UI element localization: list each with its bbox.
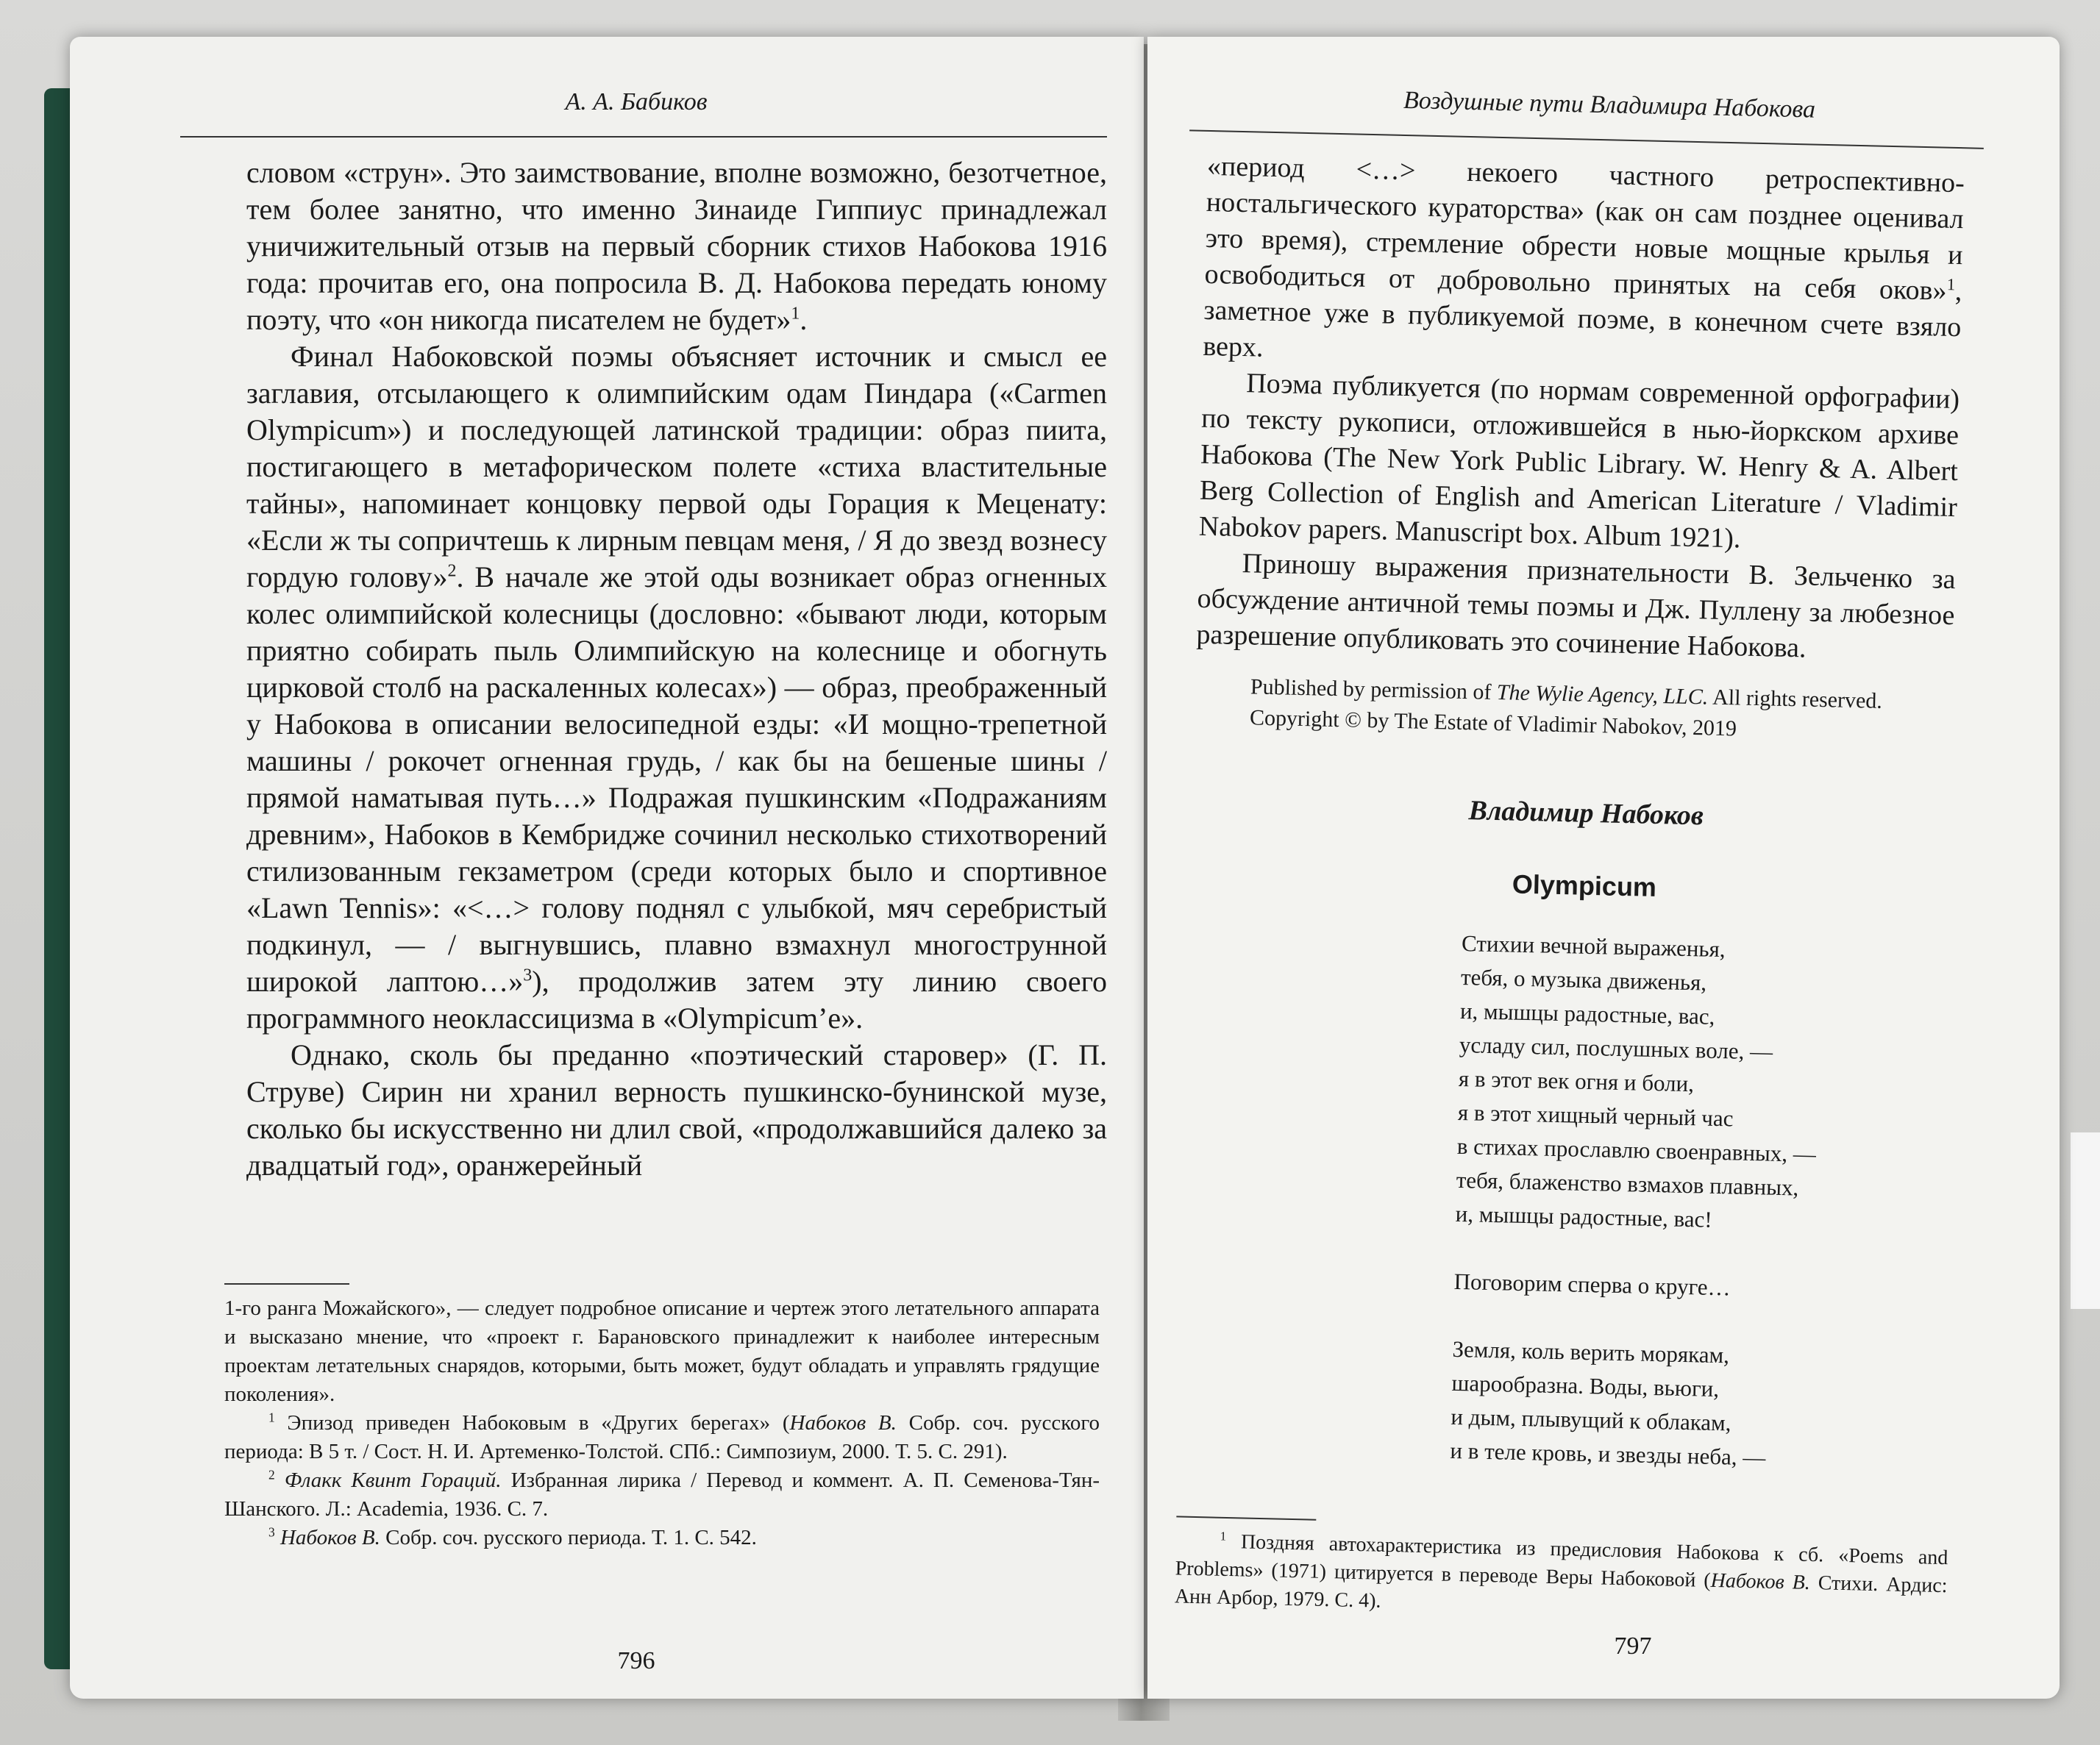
stanza-2: Поговорим сперва о круге… — [1453, 1268, 1731, 1301]
stanza-3: Земля, коль верить морякам, шарообразна. Воды, вьюги, и дым, плывущий к облакам, и в теле кровь, и звезды неба, — — [1450, 1335, 1766, 1471]
stanza-1: Стихии вечной выраженья, тебя, о музыка движенья, и, мышцы радостные, вас, усладу сил, послушных воле, — я в этот век огня и боли, я в этот хищный черный час в стихах прославлю своенравных, — тебя, блаженство взмахов плавных, и, мышцы радостные, вас! — [1455, 930, 1817, 1232]
right-page-content — [1147, 37, 2060, 1699]
footnote-ref-right-1: 1 — [1946, 275, 1956, 294]
left-running-head: А. А. Бабиков — [565, 88, 708, 115]
left-paragraph-3: Однако, сколь бы преданно «поэтический старовер» (Г. П. Струве) Сирин ни хранил верность пушкинско-бунинской музе, сколько бы искусственно ни длил свой, «продолжавшийся далеко за двадцатый год», оранжерейный — [246, 1038, 1107, 1182]
footnote-3: $^3$ Набоков В. Собр. соч. русского периода. Т. 1. С. 542. — [268, 1524, 757, 1549]
permission-notice: Published by permission of The Wylie Agency, LLC. All rights reserved. Copyright © by The Estate of Vladimir Nabokov, 2019 — [1250, 671, 1913, 748]
poem-text — [1450, 927, 1992, 1480]
left-page — [70, 37, 1144, 1699]
left-footnotes — [224, 1294, 1100, 1552]
left-paragraph-2: Финал Набоковской поэмы объясняет источник и смысл ее заглавия, отсылающего к олимпийским одам Пиндара («Carmen Olympicum») и последующей латинской традиции: образ пиита, постигающего в метафорическом полете «стиха властительные тайны», напоминает концовку первой оды Горация к Меценату: «Если ж ты сопричтешь к лирным певцам меня, / Я до звезд вознесу гордую голову»$^2$. В начале же этой оды возникает образ огненных колес олимпийской колесницы (дословно: «бывают люди, которым приятно собирать пыль Олимпийскую на колеснице и обогнуть цирковой столб на раскаленных колесах») — образ, преображенный у Набокова в описании велосипедной езды: «И мощно-трепетной машины / рокочет огненная грудь, / как бы на бешеные шины / прямой наматывая путь…» Подражая пушкинским «Подражаниям древним», Набоков в Кембридже сочинил несколько стихотворений стилизованным гекзаметром (среди которых было и спортивное «Lawn Tennis»: «<…> голову поднял с улыбкой, мяч серебристый подкинул, — / выгнувшись, плавно взмахнул многострунной широкой лаптою…»$^3$), продолжив затем эту линию своего программного неоклассицизма в «Olympicum’е». — [246, 340, 1108, 1035]
left-header-rule — [180, 136, 1107, 138]
right-page — [1147, 37, 2060, 1699]
footnote-ref-3: 3 — [523, 966, 533, 985]
footnote-ref-2: 2 — [447, 561, 457, 581]
edge-sticker — [2071, 1132, 2100, 1309]
right-running-head: Воздушные пути Владимира Набокова — [1403, 86, 1816, 124]
right-footnotes — [1174, 1527, 1948, 1628]
poem-author: Владимир Набоков — [1468, 795, 1704, 832]
footnote-continuation: 1-го ранга Можайского», — следует подробное описание и чертеж этого летательного аппарата и высказано мнение, что «проект г. Барановского принадлежит к наиболее интересным проектам летательных снарядов, которыми, быть может, будут обладать и управлять грядущие поколения». — [224, 1296, 1100, 1406]
right-footnote-1: $^1$ Поздняя автохарактеристика из предисловия Набокова к сб. «Poems and Problems» (1971) цитируется в переводе Веры Набоковой (Набоков В. Стихи. Ардис: Анн Арбор, 1979. С. 4). — [1174, 1529, 1948, 1613]
right-body-text — [1196, 149, 1965, 670]
poem-title: Olympicum — [1512, 868, 1657, 902]
footnote-ref-1: 1 — [791, 304, 800, 324]
footnote-1: $^1$ Эпизод приведен Набоковым в «Других берегах» (Набоков В. Собр. соч. русского периода: В 5 т. / Сост. Н. И. Артеменко-Толстой. СПб.: Симпозиум, 2000. Т. 5. С. 291). — [224, 1410, 1100, 1463]
footnote-2: $^2$ Флакк Квинт Гораций. Избранная лирика / Перевод и коммент. А. П. Семенова-Тян-Шанского. Л.: Academia, 1936. С. 7. — [224, 1467, 1100, 1521]
right-paragraph-2: Поэма публикуется (по нормам современной орфографии) по тексту рукописи, отложившейся в нью-йоркском архиве Набокова (The New York Public Library. W. Henry & A. Albert Berg Collection of English and American Literature / Vladimir Nabokov papers. Manuscript box. Album 1921). — [1198, 368, 1960, 554]
left-footnote-rule — [224, 1283, 349, 1285]
right-footnote-rule — [1176, 1516, 1316, 1520]
right-paragraph-1: «период <…> некоего частного ретроспективно-ностальгического кураторства» (как он сам позднее оценивал это время), стремление обрести новые мощные крылья и освободиться от добровольно принятых на себя оков»$^1$, заметное уже в публикуемой поэме, в конечном счете взяло верх. — [1202, 150, 1965, 363]
left-paragraph-1: словом «струн». Это заимствование, вполне возможно, безотчетное, тем более занятно, что именно Зинаиде Гиппиус принадлежал уничижительный отзыв на первый сборник стихов Набокова 1916 года: прочитав его, она попросила В. Д. Набокова передать юному поэту, что «он никогда писателем не будет»$^1$. — [246, 156, 1107, 336]
copyright-line: Copyright © by The Estate of Vladimir Nabokov, 2019 — [1249, 705, 1737, 741]
right-page-number: 797 — [1614, 1632, 1652, 1660]
right-paragraph-3: Приношу выражения признательности В. Зельченко за обсуждение античной темы поэмы и Дж. Пуллену за любезное разрешение опубликовать это сочинение Набокова. — [1196, 548, 1957, 664]
right-header-rule — [1189, 129, 1984, 149]
left-page-number: 796 — [617, 1647, 655, 1674]
left-body-text — [246, 154, 1107, 1184]
